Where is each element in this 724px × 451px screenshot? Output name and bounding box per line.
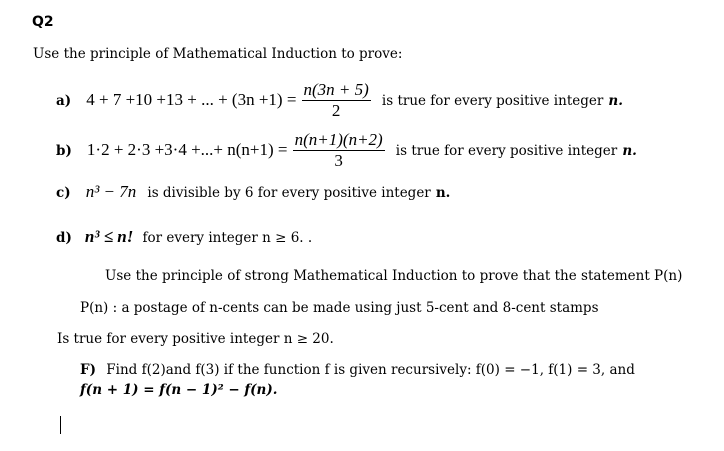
part-d-label: d) bbox=[56, 230, 72, 246]
part-a-var: n. bbox=[608, 93, 623, 109]
part-c bbox=[56, 182, 450, 202]
question-label: Q2 bbox=[32, 14, 54, 30]
part-a-tail: is true for every positive integer bbox=[381, 93, 604, 109]
part-b-denominator: 3 bbox=[334, 151, 343, 170]
part-d-expr: n³ ≤ n! bbox=[84, 227, 134, 246]
part-b-label: b) bbox=[56, 143, 72, 159]
part-c-expr: n³ − 7n bbox=[85, 182, 137, 201]
part-f-line2: f(n + 1) = f(n − 1)² − f(n). bbox=[80, 382, 278, 398]
part-a-numerator: n(3n + 5) bbox=[303, 80, 369, 99]
part-c-tail: is divisible by 6 for every positive integer bbox=[147, 185, 431, 201]
part-c-var: n. bbox=[435, 185, 451, 201]
strong-induction-intro: Use the principle of strong Mathematical Induction to prove that the statement P(n) bbox=[105, 268, 683, 284]
statement-pn: P(n) : a postage of n-cents can be made using just 5-cent and 8-cent stamps bbox=[80, 300, 599, 316]
part-a-denominator: 2 bbox=[331, 101, 341, 120]
part-a-label: a) bbox=[56, 93, 72, 109]
part-b bbox=[56, 130, 637, 171]
statement-condition: Is true for every positive integer n ≥ 20. bbox=[57, 331, 334, 347]
part-a-fraction bbox=[302, 80, 371, 121]
part-f-line1 bbox=[80, 362, 635, 378]
part-c-label: c) bbox=[56, 185, 71, 201]
part-b-fraction bbox=[293, 130, 385, 171]
part-f-text: Find f(2)and f(3) if the function f is given recursively: f(0) = −1, f(1) = 3, and bbox=[106, 362, 635, 378]
part-d bbox=[56, 227, 312, 247]
part-a bbox=[56, 80, 623, 121]
instruction-text: Use the principle of Mathematical Induction to prove: bbox=[33, 46, 403, 62]
part-b-var: n. bbox=[622, 143, 637, 159]
part-a-lhs: 4 + 7 +10 +13 + ... + (3n +1) = bbox=[86, 90, 297, 109]
part-b-tail: is true for every positive integer bbox=[395, 143, 618, 159]
text-cursor bbox=[60, 416, 61, 434]
part-b-numerator: n(n+1)(n+2) bbox=[294, 130, 383, 149]
part-b-lhs: 1·2 + 2·3 +3·4 +...+ n(n+1) = bbox=[86, 140, 288, 159]
part-d-tail: for every integer n ≥ 6. . bbox=[142, 230, 313, 246]
part-f-label: F) bbox=[80, 362, 96, 378]
